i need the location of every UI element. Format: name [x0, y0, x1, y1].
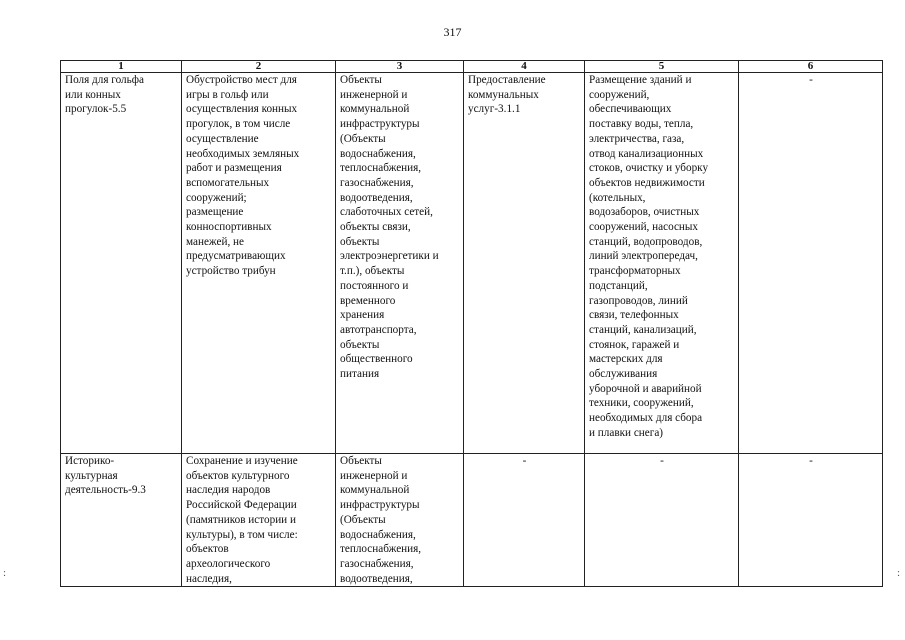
- cell-conditional-use-type: [464, 454, 585, 587]
- cell-land-use-description: [182, 73, 336, 454]
- cell-text: Обустройство мест для игры в гольф или осуществления конных прогулок, в том числе осуществление необходимых земляных работ и размещения вспомогательных сооружений; размещение конноспортивных манежей, не предусматривающих устройство трибун: [186, 74, 300, 278]
- cell-text: -: [809, 74, 813, 86]
- cell-text: Размещение зданий и сооружений, обеспечивающих поставку воды, тепла, электричества, газа, отвод канализационных стоков, очистку и уборку объектов недвижимости (котельных, водозаборов, очистных сооружений, насосных станций, водопроводов, линий электропередач, трансформаторных подстанций, газопроводов, линий связи, телефонных станций, канализаций, стоянок, гаражей и мастерских для обслуживания уборочной и аварийной техники, сооружений, необходимых для сбора и плавки снега): [589, 74, 709, 439]
- cell-auxiliary-objects: [336, 73, 464, 454]
- column-header-6: 6: [739, 61, 883, 73]
- column-header-4: 4: [464, 61, 585, 73]
- land-use-table: [60, 60, 883, 587]
- column-header-1: 1: [61, 61, 182, 73]
- cell-text: -: [522, 455, 527, 467]
- page-number: 317: [443, 25, 462, 39]
- cell-text: Сохранение и изучение объектов культурного наследия народов Российской Федерации (памятников истории и культуры), в том числе: объектов археологического наследия,: [186, 455, 298, 585]
- cell-land-use-type: [61, 454, 182, 587]
- cell-text: Объекты инженерной и коммунальной инфраструктуры (Объекты водоснабжения, теплоснабжения, газоснабжения, водоотведения, слаботочных сетей, объекты связи, объекты электроэнергетики и т.п.), объекты постоянного и временного хранения автотранспорта, объекты общественного питания: [340, 74, 439, 381]
- cell-conditional-use-type: [464, 73, 585, 454]
- cell-conditional-use-description: [585, 454, 739, 587]
- cell-column-6: [739, 454, 883, 587]
- cell-text: Поля для гольфа или конных прогулок-5.5: [65, 74, 144, 116]
- right-margin-mark: :: [897, 567, 901, 579]
- cell-column-6: [739, 73, 883, 454]
- cell-land-use-description: [182, 454, 336, 587]
- column-header-5: 5: [585, 61, 739, 73]
- cell-text: Объекты инженерной и коммунальной инфраструктуры (Объекты водоснабжения, теплоснабжения, газоснабжения, водоотведения,: [340, 455, 422, 585]
- cell-conditional-use-description: [585, 73, 739, 454]
- cell-text: Историко- культурная деятельность-9.3: [65, 455, 146, 497]
- table-row: [61, 454, 883, 587]
- table-header-row: [61, 61, 883, 73]
- cell-auxiliary-objects: [336, 454, 464, 587]
- cell-land-use-type: [61, 73, 182, 454]
- cell-text: Предоставление коммунальных услуг-3.1.1: [468, 74, 546, 116]
- table-row: [61, 73, 883, 454]
- cell-text: -: [660, 455, 664, 467]
- column-header-3: 3: [336, 61, 464, 73]
- column-header-2: 2: [182, 61, 336, 73]
- cell-text: -: [809, 455, 813, 467]
- left-margin-mark: :: [3, 567, 7, 579]
